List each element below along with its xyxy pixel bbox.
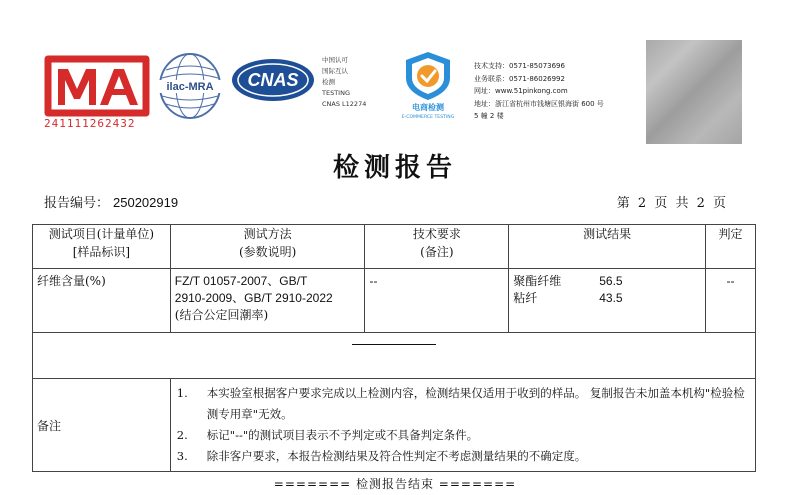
blank-row	[33, 333, 756, 379]
header-test-item: 测试项目(计量单位) [样品标识]	[33, 225, 171, 269]
contact-line: 网址：www.51pinkong.com	[474, 87, 568, 95]
contact-line: 业务联系：0571-86026992	[474, 74, 565, 83]
contact-line: 地址：浙江省杭州市钱塘区银海街 600 号	[474, 99, 604, 108]
report-title: 检测报告	[332, 153, 457, 183]
test-results-table	[32, 224, 756, 472]
cell-judgement: --	[706, 269, 756, 333]
cma-logo	[44, 55, 150, 117]
ecommerce-cn-text: 电商检测	[412, 103, 444, 112]
ecommerce-en-text: E-COMMERCE TESTING	[401, 115, 455, 120]
table-header-row	[33, 225, 756, 269]
report-end-marker: ======= 检测报告结束 =======	[273, 477, 517, 491]
cell-result	[509, 269, 706, 333]
remarks-content	[170, 379, 755, 472]
cnas-text: CNAS	[247, 70, 299, 90]
contact-info	[474, 60, 644, 123]
cell-test-item: 纤维含量(%)	[33, 269, 171, 333]
remarks-label: 备注	[33, 379, 171, 472]
table-row	[33, 269, 756, 333]
page-info: 第 2 页 共 2 页	[616, 196, 728, 211]
remarks-row	[33, 379, 756, 472]
qr-code-blurred	[646, 40, 742, 144]
result-line: 粘纤 43.5	[513, 291, 623, 305]
ilac-text: ilac-MRA	[166, 81, 214, 93]
ecommerce-testing-logo	[392, 48, 464, 120]
header-result: 测试结果	[509, 225, 706, 269]
cell-test-method: FZ/T 01057-2007、GB/T 2910-2009、GB/T 2910-2022 (结合公定回潮率)	[170, 269, 365, 333]
remark-item: 3. 除非客户要求，本报告检测结果及符合性判定不考虑测量结果的不确定度。	[176, 449, 587, 463]
cnas-info: 中国认可 国际互认 检测 TESTING CNAS L12274	[322, 56, 367, 108]
blank-line-separator	[352, 344, 436, 345]
header-test-method: 测试方法 (参数说明)	[170, 225, 365, 269]
report-number-label: 报告编号：	[44, 196, 110, 211]
cnas-logo	[230, 56, 316, 104]
report-number	[44, 192, 178, 211]
report-number-value: 250202919	[113, 195, 179, 210]
header-judgement: 判定	[706, 225, 756, 269]
header-requirement: 技术要求 (备注)	[365, 225, 509, 269]
cell-requirement: --	[365, 269, 509, 333]
remark-item: 1. 本实验室根据客户要求完成以上检测内容，检测结果仅适用于收到的样品。 复制报告未加盖本机构"检验检测专用章"无效。	[176, 386, 745, 421]
ilac-mra-logo	[156, 50, 224, 124]
contact-line: 5 幢 2 楼	[474, 112, 504, 120]
cma-number: 241111262432	[44, 117, 136, 130]
result-line: 聚酯纤维 56.5	[513, 274, 623, 288]
contact-line: 技术支持：0571-85073696	[474, 62, 565, 70]
remark-item: 2. 标记"--"的测试项目表示不予判定或不具备判定条件。	[176, 428, 479, 442]
